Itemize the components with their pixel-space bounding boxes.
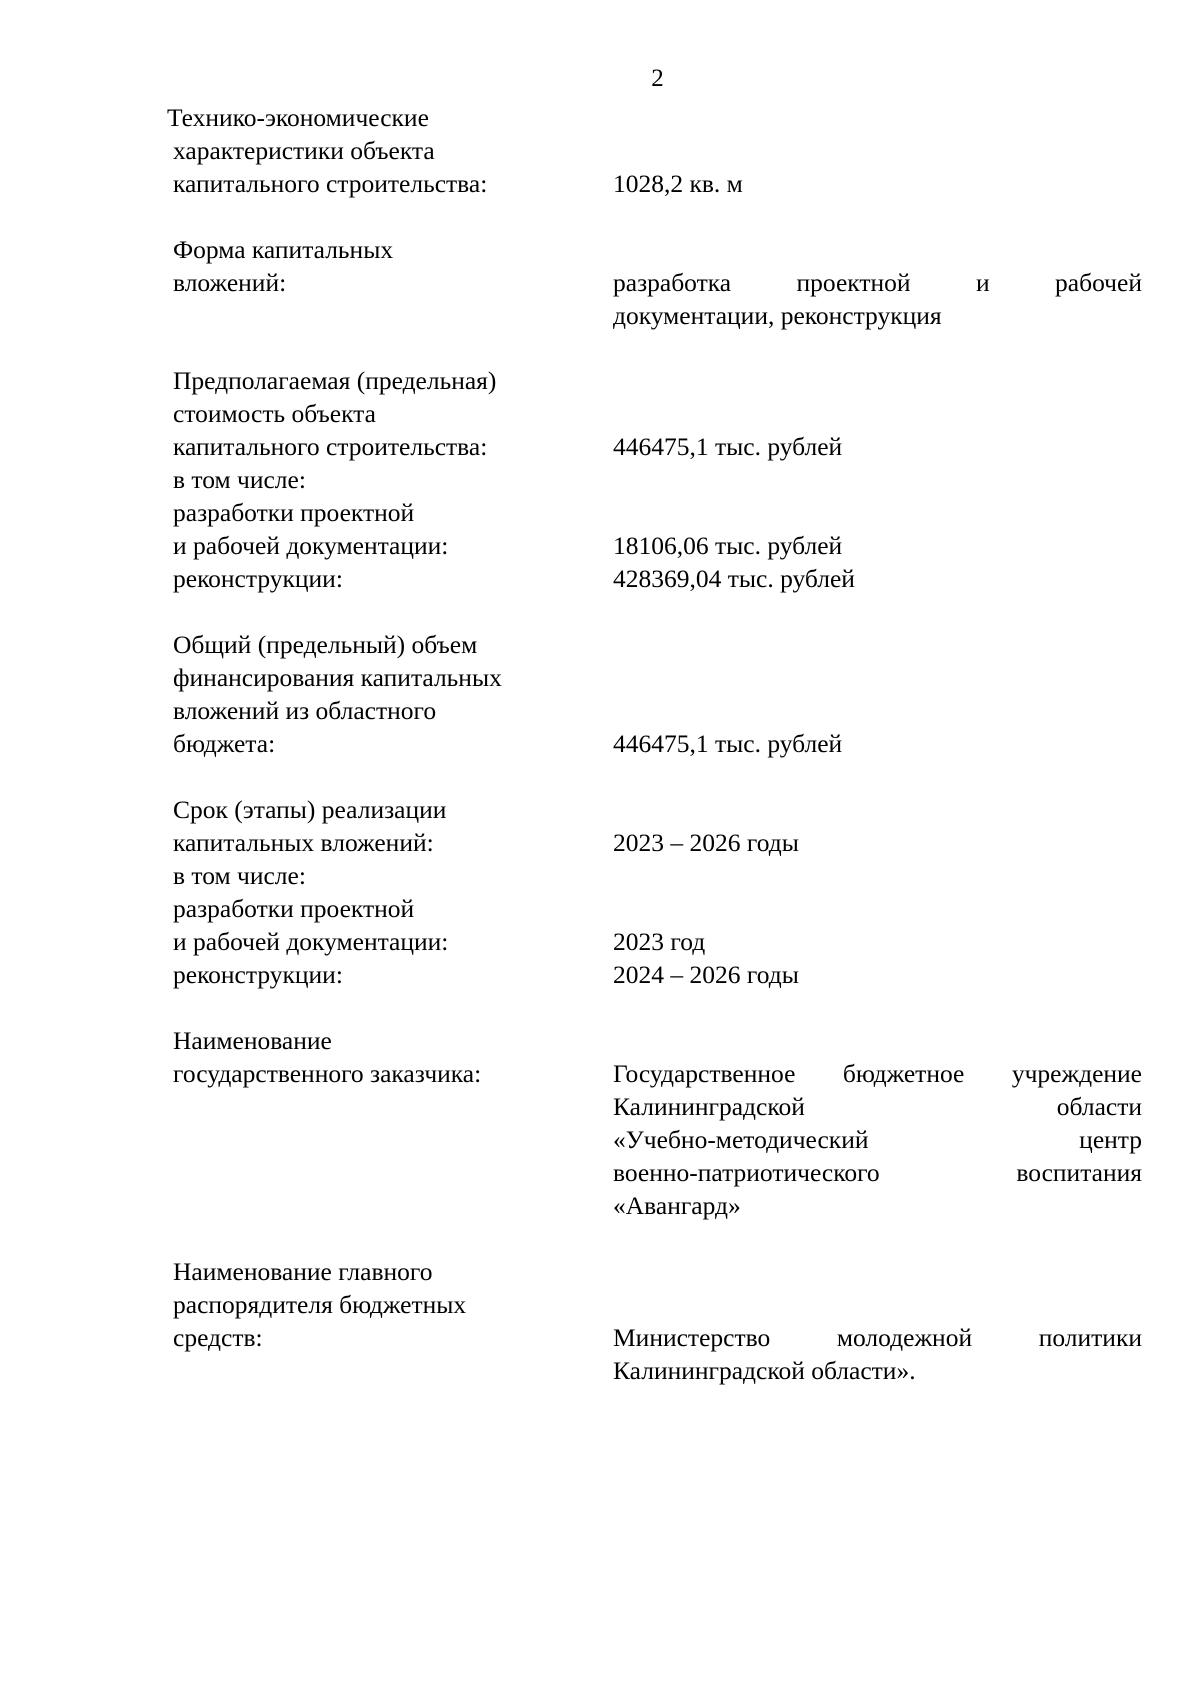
tech-chars-label-line-3: капитального строительства: bbox=[173, 169, 488, 198]
financing-value: 446475,1 тыс. рублей bbox=[613, 729, 843, 758]
customer-value-line-4 bbox=[613, 1156, 1142, 1189]
tech-chars-value: 1028,2 кв. м bbox=[613, 169, 743, 198]
cost-label-line-4: в том числе: bbox=[173, 465, 306, 494]
terms-reconstruction-value: 2024 – 2026 годы bbox=[613, 960, 799, 989]
terms-total-value: 2023 – 2026 годы bbox=[613, 828, 799, 857]
manager-value-word: политики bbox=[1038, 1323, 1142, 1352]
cost-label-line-6: и рабочей документации: bbox=[173, 531, 449, 560]
customer-value-word: военно-патриотического bbox=[613, 1158, 880, 1187]
cost-label-line-3: капитального строительства: bbox=[173, 432, 488, 461]
terms-label-line-1: Срок (этапы) реализации bbox=[173, 795, 447, 824]
form-value-word: проектной bbox=[796, 268, 911, 297]
manager-label-line-3: средств: bbox=[173, 1323, 263, 1352]
form-label-line-1: Форма капитальных bbox=[173, 235, 394, 264]
cost-label-line-5: разработки проектной bbox=[173, 498, 415, 527]
customer-value-word: «Учебно-методический bbox=[613, 1125, 869, 1154]
customer-value-word: области bbox=[1056, 1092, 1142, 1121]
financing-label-line-1: Общий (предельный) объем bbox=[173, 630, 478, 659]
form-label-line-2: вложений: bbox=[173, 268, 287, 297]
manager-value-word: молодежной bbox=[836, 1323, 973, 1352]
customer-value-word: бюджетное bbox=[842, 1059, 965, 1088]
customer-label-line-2: государственного заказчика: bbox=[173, 1059, 482, 1088]
manager-label-line-1: Наименование главного bbox=[173, 1257, 433, 1286]
terms-label-line-5: и рабочей документации: bbox=[173, 927, 449, 956]
customer-value-word: воспитания bbox=[1016, 1158, 1142, 1187]
cost-total-value: 446475,1 тыс. рублей bbox=[613, 432, 843, 461]
form-value-line-2: документации, реконструкция bbox=[613, 301, 942, 330]
customer-value-word: центр bbox=[1079, 1125, 1142, 1154]
manager-value-line-1 bbox=[613, 1321, 1142, 1354]
cost-label-line-1: Предполагаемая (предельная) bbox=[173, 366, 497, 395]
terms-label-line-3: в том числе: bbox=[173, 861, 306, 890]
cost-label-line-7: реконструкции: bbox=[173, 564, 343, 593]
terms-label-line-6: реконструкции: bbox=[173, 960, 343, 989]
cost-label-line-2: стоимость объекта bbox=[173, 399, 376, 428]
form-value-word: рабочей bbox=[1055, 268, 1142, 297]
page-number: 2 bbox=[651, 65, 664, 92]
tech-chars-label-line-2: характеристики объекта bbox=[173, 136, 435, 165]
financing-label-line-2: финансирования капитальных bbox=[173, 663, 502, 692]
manager-value-line-2: Калининградской области». bbox=[613, 1356, 916, 1385]
customer-value-word: учреждение bbox=[1011, 1059, 1142, 1088]
manager-label-line-2: распорядителя бюджетных bbox=[173, 1290, 467, 1319]
financing-label-line-4: бюджета: bbox=[173, 729, 276, 758]
terms-label-line-4: разработки проектной bbox=[173, 894, 415, 923]
cost-design-value: 18106,06 тыс. рублей bbox=[613, 531, 843, 560]
customer-value-line-5: «Авангард» bbox=[613, 1191, 741, 1220]
cost-reconstruction-value: 428369,04 тыс. рублей bbox=[613, 564, 855, 593]
manager-value-word: Министерство bbox=[613, 1323, 771, 1352]
financing-label-line-3: вложений из областного bbox=[173, 696, 437, 725]
customer-value-line-2 bbox=[613, 1090, 1142, 1123]
form-value-word: и bbox=[975, 268, 990, 297]
customer-value-word: Калининградской bbox=[613, 1092, 805, 1121]
form-value-word: разработка bbox=[613, 268, 732, 297]
terms-label-line-2: капитальных вложений: bbox=[173, 828, 434, 857]
terms-design-value: 2023 год bbox=[613, 927, 706, 956]
customer-value-word: Государственное bbox=[613, 1059, 796, 1088]
tech-chars-label-line-1: Технико-экономические bbox=[167, 103, 429, 132]
customer-value-line-3 bbox=[613, 1123, 1142, 1156]
customer-value-line-1 bbox=[613, 1057, 1142, 1090]
form-value-line-1 bbox=[613, 266, 1142, 299]
customer-label-line-1: Наименование bbox=[173, 1026, 332, 1055]
